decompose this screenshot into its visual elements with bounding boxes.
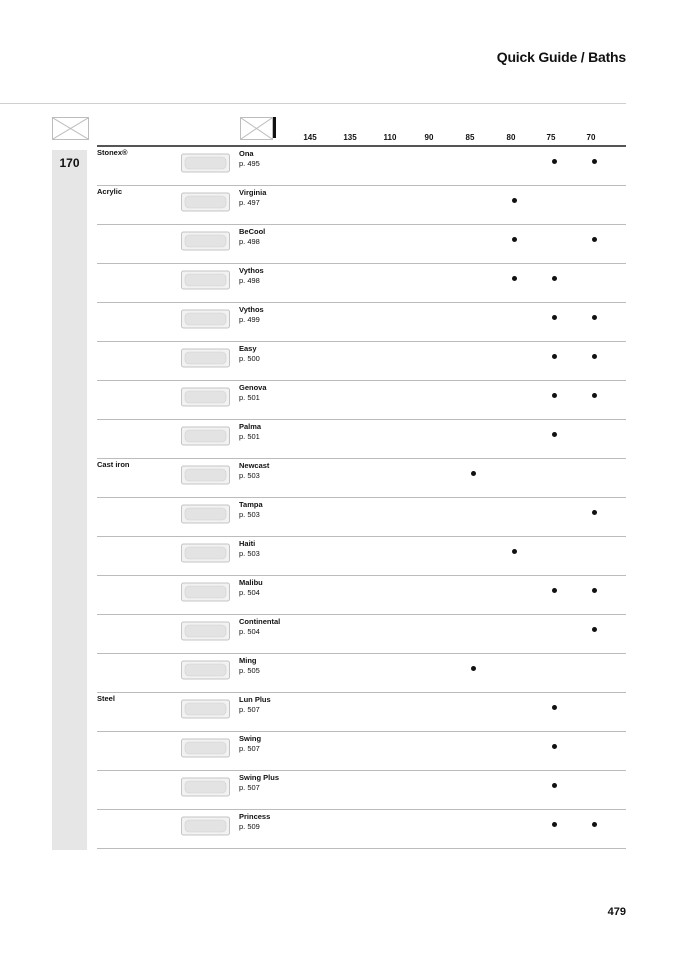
product-page-ref: p. 507	[239, 705, 260, 714]
table-row	[97, 459, 626, 498]
table-row	[97, 810, 626, 849]
product-page-ref: p. 509	[239, 822, 260, 831]
size-column-header: 75	[546, 133, 556, 142]
material-category: Steel	[97, 694, 115, 703]
availability-dot	[592, 822, 597, 827]
size-column-header: 90	[424, 133, 434, 142]
product-page-ref: p. 503	[239, 549, 260, 558]
bathtub-thumbnail	[181, 424, 230, 448]
bathtub-thumbnail	[181, 229, 230, 253]
availability-dot	[552, 432, 557, 437]
size-column-header: 85	[465, 133, 475, 142]
availability-dot	[512, 198, 517, 203]
product-page-ref: p. 499	[239, 315, 260, 324]
table-row	[97, 186, 626, 225]
availability-dot	[552, 588, 557, 593]
product-name: Malibu	[239, 578, 263, 587]
product-name: Newcast	[239, 461, 270, 470]
availability-dot	[512, 549, 517, 554]
table-row	[97, 732, 626, 771]
availability-dot	[552, 705, 557, 710]
page-title: Quick Guide / Baths	[496, 49, 626, 65]
bathtub-thumbnail	[181, 385, 230, 409]
bathtub-thumbnail	[181, 190, 230, 214]
table-row	[97, 615, 626, 654]
product-page-ref: p. 498	[239, 276, 260, 285]
table-row	[97, 420, 626, 459]
material-category: Stonex®	[97, 148, 128, 157]
product-page-ref: p. 498	[239, 237, 260, 246]
product-name: Vythos	[239, 266, 264, 275]
availability-dot	[592, 393, 597, 398]
table-row	[97, 498, 626, 537]
availability-dot	[592, 627, 597, 632]
product-page-ref: p. 504	[239, 627, 260, 636]
availability-dot	[552, 393, 557, 398]
size-column-header: 110	[383, 133, 397, 142]
bath-outline-icon	[240, 117, 273, 140]
product-name: Swing Plus	[239, 773, 280, 782]
product-page-ref: p. 507	[239, 744, 260, 753]
bathtub-thumbnail	[181, 307, 230, 331]
table-row	[97, 264, 626, 303]
bathtub-thumbnail	[181, 697, 230, 721]
availability-dot	[552, 354, 557, 359]
bathtub-thumbnail	[181, 814, 230, 838]
table-row	[97, 537, 626, 576]
bathtub-thumbnail	[181, 151, 230, 175]
table-row	[97, 381, 626, 420]
product-name: Swing	[239, 734, 262, 743]
bathtub-thumbnail	[181, 658, 230, 682]
product-name: Genova	[239, 383, 267, 392]
table-row	[97, 576, 626, 615]
availability-dot	[552, 744, 557, 749]
size-column-header: 145	[303, 133, 317, 142]
bathtub-thumbnail	[181, 619, 230, 643]
bath-outline-icon	[52, 117, 89, 140]
product-name: Easy	[239, 344, 257, 353]
table-row	[97, 303, 626, 342]
bathtub-thumbnail	[181, 775, 230, 799]
material-category: Cast iron	[97, 460, 130, 469]
availability-dot	[552, 159, 557, 164]
size-column-header: 80	[506, 133, 516, 142]
bathtub-thumbnail	[181, 268, 230, 292]
availability-dot	[592, 510, 597, 515]
top-divider	[0, 103, 626, 104]
header-marker	[273, 117, 276, 138]
product-page-ref: p. 505	[239, 666, 260, 675]
availability-dot	[512, 237, 517, 242]
availability-dot	[592, 237, 597, 242]
product-name: Haiti	[239, 539, 256, 548]
bathtub-thumbnail	[181, 541, 230, 565]
product-name: Virginia	[239, 188, 267, 197]
availability-dot	[592, 354, 597, 359]
table-row	[97, 342, 626, 381]
section-sidebar	[52, 150, 87, 850]
availability-dot	[552, 822, 557, 827]
bathtub-thumbnail	[181, 463, 230, 487]
product-name: Lun Plus	[239, 695, 271, 704]
table-row	[97, 771, 626, 810]
availability-dot	[552, 276, 557, 281]
page-number: 479	[607, 906, 626, 918]
availability-dot	[592, 159, 597, 164]
table-row	[97, 147, 626, 186]
table-row	[97, 693, 626, 732]
material-category: Acrylic	[97, 187, 123, 196]
product-page-ref: p. 497	[239, 198, 260, 207]
product-page-ref: p. 507	[239, 783, 260, 792]
product-page-ref: p. 500	[239, 354, 260, 363]
product-name: Ming	[239, 656, 257, 665]
product-page-ref: p. 503	[239, 510, 260, 519]
bathtub-thumbnail	[181, 580, 230, 604]
row-divider	[97, 848, 626, 849]
availability-dot	[592, 588, 597, 593]
availability-dot	[552, 315, 557, 320]
table-row	[97, 654, 626, 693]
size-column-header: 70	[586, 133, 596, 142]
section-number: 170	[59, 156, 80, 170]
product-name: Princess	[239, 812, 271, 821]
availability-dot	[471, 666, 476, 671]
availability-dot	[471, 471, 476, 476]
table-row	[97, 225, 626, 264]
product-page-ref: p. 504	[239, 588, 260, 597]
product-name: Continental	[239, 617, 281, 626]
product-name: Ona	[239, 149, 254, 158]
bathtub-thumbnail	[181, 346, 230, 370]
bathtub-thumbnail	[181, 736, 230, 760]
availability-dot	[552, 783, 557, 788]
size-column-header: 135	[343, 133, 357, 142]
product-name: Palma	[239, 422, 262, 431]
product-page-ref: p. 501	[239, 393, 260, 402]
product-page-ref: p. 495	[239, 159, 260, 168]
product-page-ref: p. 501	[239, 432, 260, 441]
availability-dot	[592, 315, 597, 320]
product-name: Vythos	[239, 305, 264, 314]
product-page-ref: p. 503	[239, 471, 260, 480]
availability-dot	[512, 276, 517, 281]
product-name: BeCool	[239, 227, 266, 236]
product-name: Tampa	[239, 500, 263, 509]
bathtub-thumbnail	[181, 502, 230, 526]
